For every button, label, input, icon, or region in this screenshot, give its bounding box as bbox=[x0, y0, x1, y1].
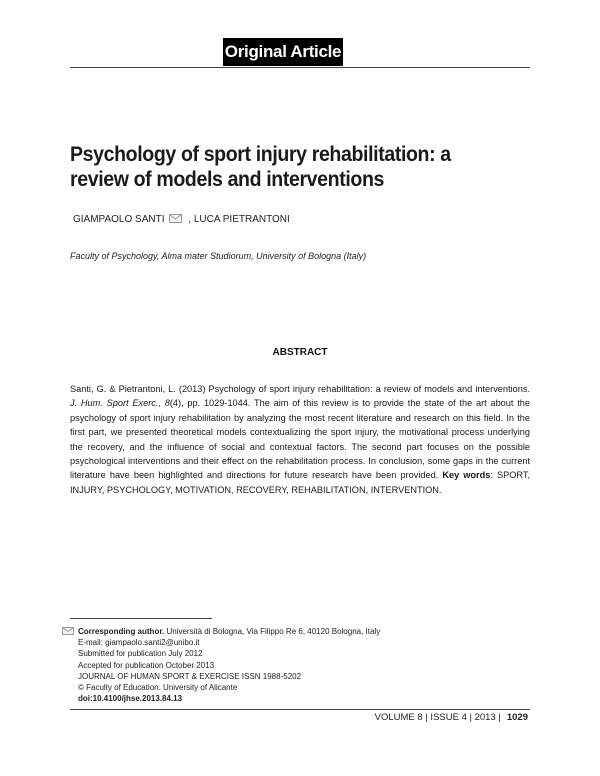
journal-issn: JOURNAL OF HUMAN SPORT & EXERCISE ISSN 1988-5202 bbox=[78, 671, 302, 681]
copyright: © Faculty of Education. University of Alicante bbox=[78, 683, 238, 693]
abstract-heading: ABSTRACT bbox=[272, 347, 328, 358]
email-line[interactable]: E-mail: giampaolo.santi2@unibo.it bbox=[78, 638, 200, 648]
corresponding-label: Corresponding author. bbox=[78, 627, 165, 636]
author-separator: , bbox=[185, 214, 194, 225]
article-title: Psychology of sport injury rehabilitation: a review of models and interventions bbox=[70, 143, 451, 191]
keywords-list: : SPORT, INJURY, PSYCHOLOGY, MOTIVATION, RECOVERY, REHABILITATION, INTERVENTION. bbox=[70, 470, 530, 495]
envelope-icon[interactable] bbox=[169, 214, 182, 226]
citation-pages: (4), pp. 1029-1044. bbox=[169, 398, 255, 409]
footnote-divider bbox=[70, 618, 212, 619]
page-number: 1029 bbox=[506, 712, 528, 723]
abstract-body bbox=[70, 382, 530, 497]
affiliation: Faculty of Psychology, Alma mater Studiorum, University of Bologna (Italy) bbox=[70, 251, 367, 261]
accepted-date: Accepted for publication October 2013 bbox=[78, 660, 215, 670]
citation-volume: 8 bbox=[164, 398, 170, 409]
page-footer bbox=[375, 712, 528, 723]
citation-sep: , bbox=[158, 398, 165, 409]
footer-divider bbox=[70, 709, 530, 710]
corresponding-address: Università di Bologna, Via Filippo Re 6, 40120 Bologna, Italy bbox=[164, 627, 381, 636]
author-line bbox=[73, 214, 290, 226]
doi-link[interactable]: doi:10.4100/jhse.2013.84.13 bbox=[78, 694, 183, 704]
footnote-block bbox=[62, 626, 380, 704]
header-divider bbox=[70, 67, 530, 68]
keywords-label: Key words bbox=[442, 470, 491, 481]
corresponding-author-line bbox=[62, 626, 380, 637]
journal-abbreviation: J. Hum. Sport Exerc. bbox=[70, 398, 159, 409]
article-type-label: Original Article bbox=[223, 38, 343, 66]
issue-info: VOLUME 8 | ISSUE 4 | 2013 | bbox=[374, 712, 501, 723]
submitted-date: Submitted for publication July 2012 bbox=[78, 649, 203, 659]
first-author: GIAMPAOLO SANTI bbox=[73, 214, 165, 225]
citation-prefix: Santi, G. & Pietrantoni, L. (2013) Psychology of sport injury rehabilitation: a review of models and interventions. bbox=[70, 384, 530, 394]
envelope-icon[interactable] bbox=[62, 627, 74, 638]
second-author: LUCA PIETRANTONI bbox=[193, 214, 290, 225]
abstract-text: The aim of this review is to provide the state of the art about the psychology of sport injury rehabilitation by analyzing the most recent literature and research on this field. In the first part, we presented theoretical models contextualizing the sport injury, the motivational process underlying the recovery, and the influence of social and contextual factors. The second part focuses on the possible psychological interventions and their effect on the rehabilitation process. In conclusion, some gaps in the current literature have been highlighted and directions for future research have been provided. bbox=[70, 398, 530, 481]
